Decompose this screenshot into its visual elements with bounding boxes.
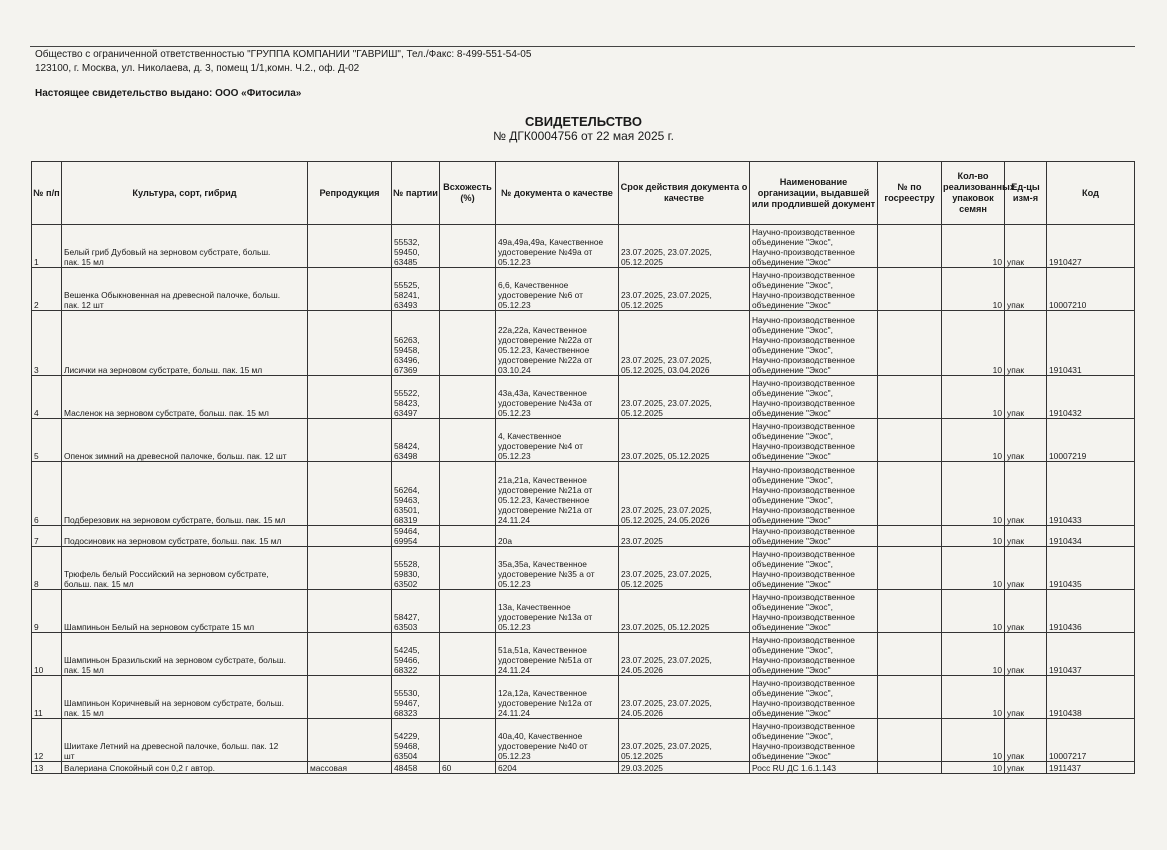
reproduction-cell xyxy=(308,376,392,419)
registry-cell xyxy=(878,526,942,547)
registry-cell xyxy=(878,547,942,590)
organization-cell: Научно-производственное объединение "Экос", Научно-производственное объединение "Экос", Научно-производственное объединение "Экос" xyxy=(750,462,878,526)
culture-cell: Белый гриб Дубовый на зерновом субстрате, больш. пак. 15 мл xyxy=(62,225,308,268)
culture-cell: Шампиньон Бразильский на зерновом субстрате, больш. пак. 15 мл xyxy=(62,633,308,676)
table-row xyxy=(32,311,1135,376)
reproduction-cell xyxy=(308,633,392,676)
col-header-germination: Всхожесть (%) xyxy=(440,162,496,225)
col-header-quantity: Кол-во реализованных упаковок семян xyxy=(942,162,1005,225)
batch-cell: 55525, 58241, 63493 xyxy=(392,268,440,311)
registry-cell xyxy=(878,419,942,462)
code-cell: 1910431 xyxy=(1047,311,1135,376)
unit-cell: упак xyxy=(1005,547,1047,590)
germination-cell xyxy=(440,676,496,719)
unit-cell: упак xyxy=(1005,719,1047,762)
quantity-cell: 10 xyxy=(942,633,1005,676)
company-header xyxy=(35,48,531,76)
row-number: 8 xyxy=(32,547,62,590)
batch-cell: 56263, 59458, 63496, 67369 xyxy=(392,311,440,376)
table-row xyxy=(32,547,1135,590)
table-row xyxy=(32,676,1135,719)
table-row xyxy=(32,225,1135,268)
col-header-number: № п/п xyxy=(32,162,62,225)
quantity-cell: 10 xyxy=(942,419,1005,462)
registry-cell xyxy=(878,311,942,376)
document-number: № ДГК0004756 от 22 мая 2025 г. xyxy=(493,129,674,143)
organization-cell: Научно-производственное объединение "Экос" xyxy=(750,526,878,547)
unit-cell: упак xyxy=(1005,526,1047,547)
code-cell: 1910435 xyxy=(1047,547,1135,590)
col-header-registry: № по госреестру xyxy=(878,162,942,225)
batch-cell: 54229, 59468, 63504 xyxy=(392,719,440,762)
validity-cell: 23.07.2025, 23.07.2025, 24.05.2026 xyxy=(619,633,750,676)
culture-cell: Опенок зимний на древесной палочке, больш. пак. 12 шт xyxy=(62,419,308,462)
row-number: 13 xyxy=(32,762,62,774)
germination-cell xyxy=(440,526,496,547)
organization-cell: Научно-производственное объединение "Экос", Научно-производственное объединение "Экос" xyxy=(750,547,878,590)
germination-cell xyxy=(440,633,496,676)
culture-cell: Валериана Спокойный сон 0,2 г автор. xyxy=(62,762,308,774)
batch-cell: 56264, 59463, 63501, 68319 xyxy=(392,462,440,526)
validity-cell: 23.07.2025, 23.07.2025, 05.12.2025 xyxy=(619,376,750,419)
quantity-cell: 10 xyxy=(942,462,1005,526)
quality-doc-cell: 4, Качественное удостоверение №4 от 05.12.23 xyxy=(496,419,619,462)
reproduction-cell xyxy=(308,676,392,719)
batch-cell: 48458 xyxy=(392,762,440,774)
quantity-cell: 10 xyxy=(942,547,1005,590)
batch-cell: 55530, 59467, 68323 xyxy=(392,676,440,719)
col-header-batch: № партии xyxy=(392,162,440,225)
validity-cell: 23.07.2025 xyxy=(619,526,750,547)
row-number: 4 xyxy=(32,376,62,419)
quality-doc-cell: 12a,12a, Качественное удостоверение №12a от 24.11.24 xyxy=(496,676,619,719)
company-line: Общество с ограниченной ответственностью "ГРУППА КОМПАНИИ "ГАВРИШ", Тел./Факс: 8-499-551-54-05 xyxy=(35,49,532,60)
reproduction-cell xyxy=(308,268,392,311)
quality-doc-cell: 40a,40, Качественное удостоверение №40 от 05.12.23 xyxy=(496,719,619,762)
code-cell: 1910427 xyxy=(1047,225,1135,268)
quantity-cell: 10 xyxy=(942,268,1005,311)
row-number: 11 xyxy=(32,676,62,719)
certificate-table xyxy=(31,161,1135,774)
code-cell: 1910438 xyxy=(1047,676,1135,719)
reproduction-cell xyxy=(308,719,392,762)
culture-cell: Подберезовик на зерновом субстрате, больш. пак. 15 мл xyxy=(62,462,308,526)
issued-to: Настоящее свидетельство выдано: ООО «Фитосила» xyxy=(35,88,302,99)
germination-cell xyxy=(440,311,496,376)
code-cell: 1910436 xyxy=(1047,590,1135,633)
address-line: 123100, г. Москва, ул. Николаева, д. 3, помещ 1/1,комн. Ч.2., оф. Д-02 xyxy=(35,63,360,74)
table-row xyxy=(32,590,1135,633)
header-rule xyxy=(30,46,1135,47)
row-number: 9 xyxy=(32,590,62,633)
organization-cell: Научно-производственное объединение "Экос", Научно-производственное объединение "Экос" xyxy=(750,376,878,419)
unit-cell: упак xyxy=(1005,311,1047,376)
germination-cell xyxy=(440,225,496,268)
culture-cell: Подосиновик на зерновом субстрате, больш. пак. 15 мл xyxy=(62,526,308,547)
unit-cell: упак xyxy=(1005,633,1047,676)
batch-cell: 58427, 63503 xyxy=(392,590,440,633)
col-header-organization: Наименование организации, выдавшей или продлившей документ xyxy=(750,162,878,225)
validity-cell: 23.07.2025, 23.07.2025, 05.12.2025 xyxy=(619,268,750,311)
validity-cell: 23.07.2025, 05.12.2025 xyxy=(619,590,750,633)
quality-doc-cell: 22a,22a, Качественное удостоверение №22a от 05.12.23, Качественное удостоверение №22a от 03.10.24 xyxy=(496,311,619,376)
quantity-cell: 10 xyxy=(942,311,1005,376)
germination-cell xyxy=(440,719,496,762)
validity-cell: 23.07.2025, 23.07.2025, 05.12.2025 xyxy=(619,547,750,590)
col-header-validity: Срок действия документа о качестве xyxy=(619,162,750,225)
germination-cell xyxy=(440,376,496,419)
unit-cell: упак xyxy=(1005,419,1047,462)
reproduction-cell xyxy=(308,225,392,268)
organization-cell: Научно-производственное объединение "Экос", Научно-производственное объединение "Экос" xyxy=(750,225,878,268)
registry-cell xyxy=(878,590,942,633)
quality-doc-cell: 51a,51a, Качественное удостоверение №51a от 24.11.24 xyxy=(496,633,619,676)
unit-cell: упак xyxy=(1005,462,1047,526)
organization-cell: Научно-производственное объединение "Экос", Научно-производственное объединение "Экос" xyxy=(750,676,878,719)
code-cell: 1910433 xyxy=(1047,462,1135,526)
col-header-code: Код xyxy=(1047,162,1135,225)
row-number: 3 xyxy=(32,311,62,376)
col-header-quality-doc: № документа о качестве xyxy=(496,162,619,225)
organization-cell: Научно-производственное объединение "Экос", Научно-производственное объединение "Экос" xyxy=(750,419,878,462)
organization-cell: Научно-производственное объединение "Экос", Научно-производственное объединение "Экос" xyxy=(750,268,878,311)
validity-cell: 23.07.2025, 23.07.2025, 05.12.2025 xyxy=(619,719,750,762)
registry-cell xyxy=(878,225,942,268)
table-header-row xyxy=(32,162,1135,225)
col-header-unit: Ед-цы изм-я xyxy=(1005,162,1047,225)
registry-cell xyxy=(878,462,942,526)
table-row xyxy=(32,268,1135,311)
quality-doc-cell: 13a, Качественное удостоверение №13a от 05.12.23 xyxy=(496,590,619,633)
code-cell: 1910432 xyxy=(1047,376,1135,419)
validity-cell: 23.07.2025, 05.12.2025 xyxy=(619,419,750,462)
quantity-cell: 10 xyxy=(942,762,1005,774)
reproduction-cell xyxy=(308,462,392,526)
registry-cell xyxy=(878,633,942,676)
batch-cell: 55532, 59450, 63485 xyxy=(392,225,440,268)
registry-cell xyxy=(878,719,942,762)
row-number: 5 xyxy=(32,419,62,462)
quality-doc-cell: 6,6, Качественное удостоверение №6 от 05.12.23 xyxy=(496,268,619,311)
quality-doc-cell: 6204 xyxy=(496,762,619,774)
germination-cell xyxy=(440,462,496,526)
row-number: 6 xyxy=(32,462,62,526)
quality-doc-cell: 43a,43a, Качественное удостоверение №43a от 05.12.23 xyxy=(496,376,619,419)
batch-cell: 58424, 63498 xyxy=(392,419,440,462)
table-row xyxy=(32,633,1135,676)
code-cell: 1910434 xyxy=(1047,526,1135,547)
organization-cell: Научно-производственное объединение "Экос", Научно-производственное объединение "Экос" xyxy=(750,590,878,633)
reproduction-cell: массовая xyxy=(308,762,392,774)
row-number: 10 xyxy=(32,633,62,676)
registry-cell xyxy=(878,376,942,419)
germination-cell xyxy=(440,419,496,462)
culture-cell: Шампиньон Коричневый на зерновом субстрате, больш. пак. 15 мл xyxy=(62,676,308,719)
quantity-cell: 10 xyxy=(942,676,1005,719)
unit-cell: упак xyxy=(1005,268,1047,311)
table-row xyxy=(32,419,1135,462)
quality-doc-cell: 20a xyxy=(496,526,619,547)
organization-cell: Научно-производственное объединение "Экос", Научно-производственное объединение "Экос" xyxy=(750,633,878,676)
registry-cell xyxy=(878,762,942,774)
organization-cell: Росс RU ДС 1.6.1.143 xyxy=(750,762,878,774)
table-row xyxy=(32,719,1135,762)
col-header-culture: Культура, сорт, гибрид xyxy=(62,162,308,225)
reproduction-cell xyxy=(308,526,392,547)
reproduction-cell xyxy=(308,419,392,462)
code-cell: 10007219 xyxy=(1047,419,1135,462)
unit-cell: упак xyxy=(1005,376,1047,419)
validity-cell: 23.07.2025, 23.07.2025, 24.05.2026 xyxy=(619,676,750,719)
unit-cell: упак xyxy=(1005,676,1047,719)
validity-cell: 23.07.2025, 23.07.2025, 05.12.2025, 03.04.2026 xyxy=(619,311,750,376)
batch-cell: 55528, 59830, 63502 xyxy=(392,547,440,590)
germination-cell xyxy=(440,268,496,311)
code-cell: 10007210 xyxy=(1047,268,1135,311)
culture-cell: Шиитаке Летний на древесной палочке, больш. пак. 12 шт xyxy=(62,719,308,762)
row-number: 2 xyxy=(32,268,62,311)
row-number: 7 xyxy=(32,526,62,547)
document-title: СВИДЕТЕЛЬСТВО xyxy=(525,114,642,129)
code-cell: 10007217 xyxy=(1047,719,1135,762)
organization-cell: Научно-производственное объединение "Экос", Научно-производственное объединение "Экос" xyxy=(750,719,878,762)
culture-cell: Лисички на зерновом субстрате, больш. пак. 15 мл xyxy=(62,311,308,376)
quality-doc-cell: 35a,35a, Качественное удостоверение №35 a от 05.12.23 xyxy=(496,547,619,590)
table-row xyxy=(32,762,1135,774)
reproduction-cell xyxy=(308,590,392,633)
row-number: 1 xyxy=(32,225,62,268)
culture-cell: Шампиньон Белый на зерновом субстрате 15 мл xyxy=(62,590,308,633)
quantity-cell: 10 xyxy=(942,376,1005,419)
reproduction-cell xyxy=(308,311,392,376)
table-row xyxy=(32,376,1135,419)
batch-cell: 59464, 69954 xyxy=(392,526,440,547)
culture-cell: Трюфель белый Российский на зерновом субстрате, больш. пак. 15 мл xyxy=(62,547,308,590)
batch-cell: 54245, 59466, 68322 xyxy=(392,633,440,676)
registry-cell xyxy=(878,268,942,311)
code-cell: 1911437 xyxy=(1047,762,1135,774)
registry-cell xyxy=(878,676,942,719)
germination-cell: 60 xyxy=(440,762,496,774)
validity-cell: 29.03.2025 xyxy=(619,762,750,774)
table-row xyxy=(32,462,1135,526)
quantity-cell: 10 xyxy=(942,719,1005,762)
quantity-cell: 10 xyxy=(942,225,1005,268)
unit-cell: упак xyxy=(1005,762,1047,774)
table-row xyxy=(32,526,1135,547)
germination-cell xyxy=(440,590,496,633)
germination-cell xyxy=(440,547,496,590)
batch-cell: 55522, 58423, 63497 xyxy=(392,376,440,419)
row-number: 12 xyxy=(32,719,62,762)
table-body xyxy=(32,225,1135,774)
reproduction-cell xyxy=(308,547,392,590)
code-cell: 1910437 xyxy=(1047,633,1135,676)
culture-cell: Вешенка Обыкновенная на древесной палочке, больш. пак. 12 шт xyxy=(62,268,308,311)
validity-cell: 23.07.2025, 23.07.2025, 05.12.2025 xyxy=(619,225,750,268)
quality-doc-cell: 49a,49a,49a, Качественное удостоверение №49a от 05.12.23 xyxy=(496,225,619,268)
culture-cell: Масленок на зерновом субстрате, больш. пак. 15 мл xyxy=(62,376,308,419)
validity-cell: 23.07.2025, 23.07.2025, 05.12.2025, 24.05.2026 xyxy=(619,462,750,526)
col-header-reproduction: Репродукция xyxy=(308,162,392,225)
quality-doc-cell: 21a,21a, Качественное удостоверение №21a от 05.12.23, Качественное удостоверение №21a от 24.11.24 xyxy=(496,462,619,526)
quantity-cell: 10 xyxy=(942,526,1005,547)
unit-cell: упак xyxy=(1005,590,1047,633)
unit-cell: упак xyxy=(1005,225,1047,268)
organization-cell: Научно-производственное объединение "Экос", Научно-производственное объединение "Экос", Научно-производственное объединение "Экос" xyxy=(750,311,878,376)
quantity-cell: 10 xyxy=(942,590,1005,633)
